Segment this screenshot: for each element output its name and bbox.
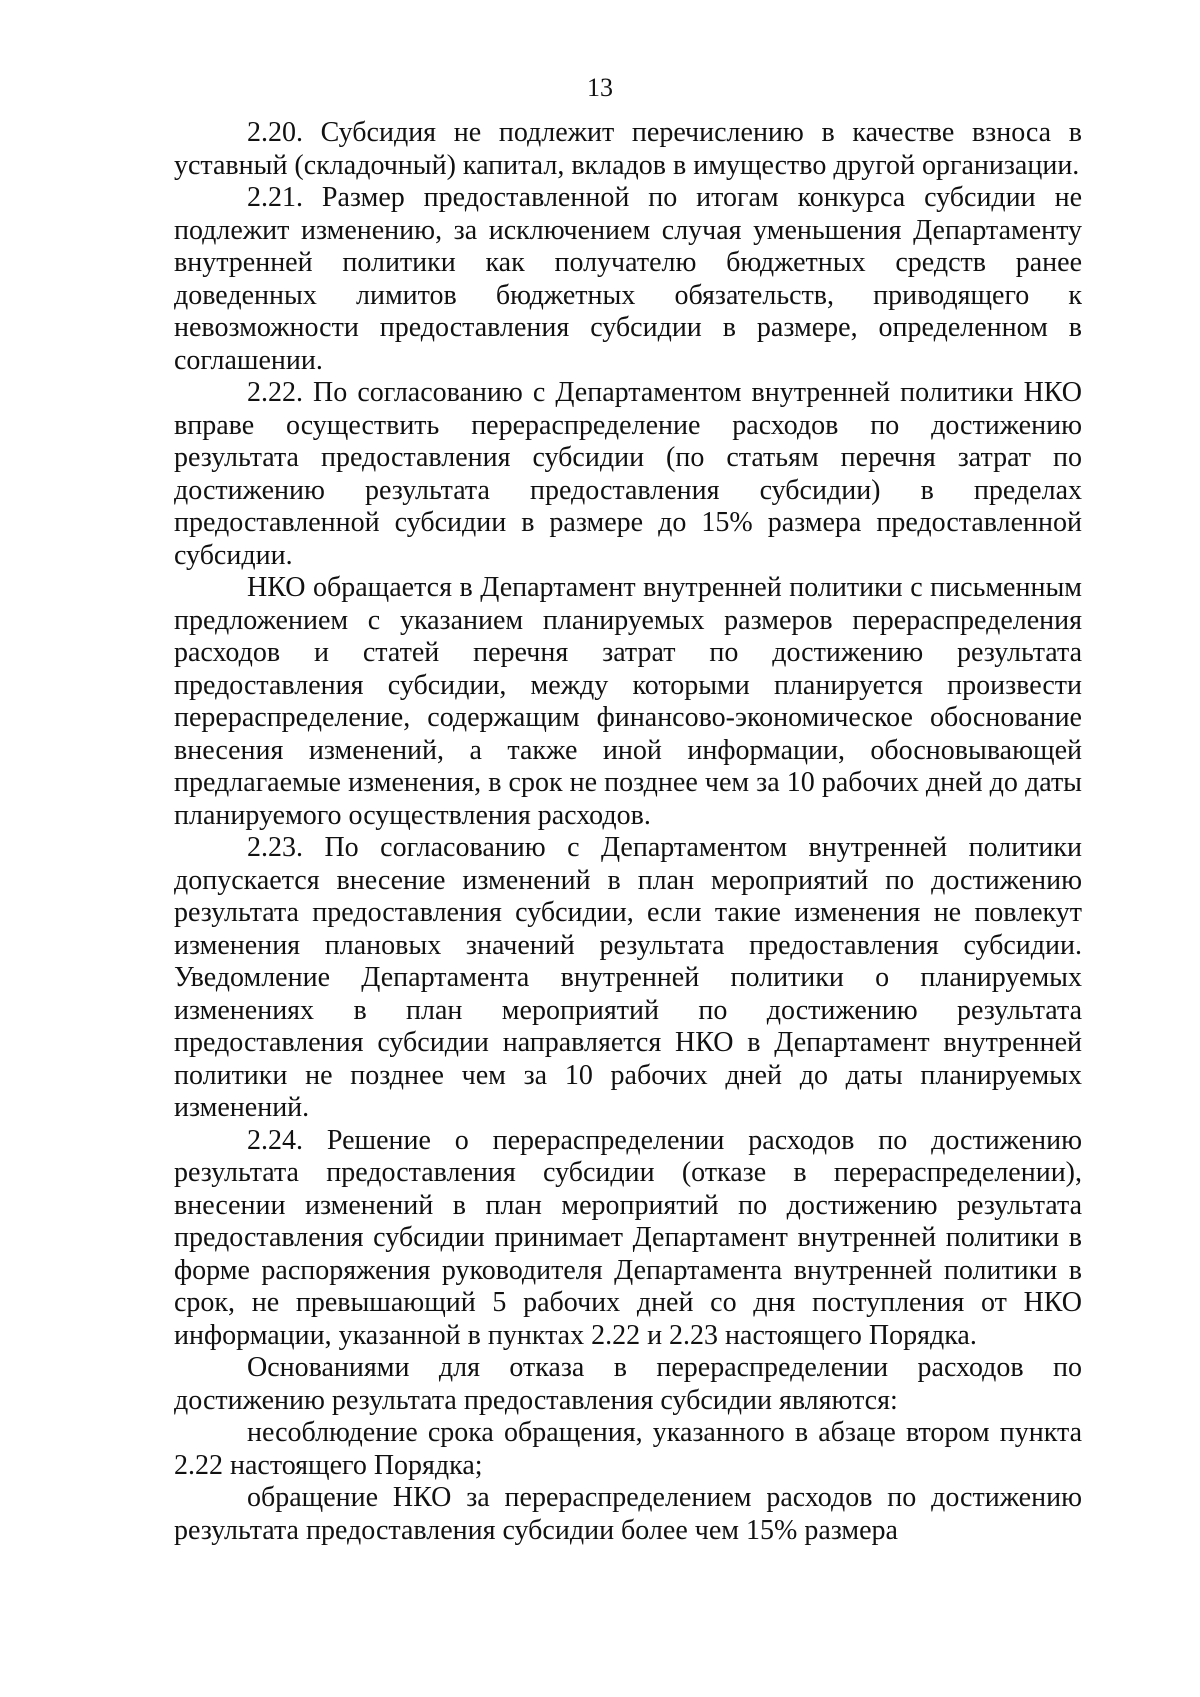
document-body <box>174 117 1082 1547</box>
page-number: 13 <box>587 73 613 102</box>
paragraph-refusal-grounds: Основаниями для отказа в перераспределении расходов по достижению результата предоставления субсидии являются: <box>174 1352 1082 1416</box>
paragraph-2-23: 2.23. По согласованию с Департаментом внутренней политики допускается внесение изменений в план мероприятий по достижению результата предоставления субсидии, если такие изменения не повлекут изменения плановых значений результата предоставления субсидии. Уведомление Департамента внутренней политики о планируемых изменениях в план мероприятий по достижению результата предоставления субсидии направляется НКО в Департамент внутренней политики не позднее чем за 10 рабочих дней до даты планируемых изменений. <box>174 832 1082 1123</box>
paragraph-2-24: 2.24. Решение о перераспределении расходов по достижению результата предоставления субсидии (отказе в перераспределении), внесении изменений в план мероприятий по достижению результата предоставления субсидии принимает Департамент внутренней политики в форме распоряжения руководителя Департамента внутренней политики в срок, не превышающий 5 рабочих дней со дня поступления от НКО информации, указанной в пунктах 2.22 и 2.23 настоящего Порядка. <box>174 1124 1082 1351</box>
paragraph-ground-deadline: несоблюдение срока обращения, указанного в абзаце втором пункта 2.22 настоящего Порядка; <box>174 1417 1082 1481</box>
paragraph-ground-excess: обращение НКО за перераспределением расходов по достижению результата предоставления субсидии более чем 15% размера <box>174 1482 1082 1546</box>
paragraph-2-22-request: НКО обращается в Департамент внутренней политики с письменным предложением с указанием планируемых размеров перераспределения расходов и статей перечня затрат по достижению результата предоставления субсидии, между которыми планируется произвести перераспределение, содержащим финансово-экономическое обоснование внесения изменений, а также иной информации, обосновывающей предлагаемые изменения, в срок не позднее чем за 10 рабочих дней до даты планируемого осуществления расходов. <box>174 572 1082 831</box>
paragraph-2-22: 2.22. По согласованию с Департаментом внутренней политики НКО вправе осуществить перераспределение расходов по достижению результата предоставления субсидии (по статьям перечня затрат по достижению результата предоставления субсидии) в пределах предоставленной субсидии в размере до 15% размера предоставленной субсидии. <box>174 377 1082 571</box>
paragraph-2-20: 2.20. Субсидия не подлежит перечислению в качестве взноса в уставный (складочный) капитал, вкладов в имущество другой организации. <box>174 117 1082 181</box>
paragraph-2-21: 2.21. Размер предоставленной по итогам конкурса субсидии не подлежит изменению, за исключением случая уменьшения Департаменту внутренней политики как получателю бюджетных средств ранее доведенных лимитов бюджетных обязательств, приводящего к невозможности предоставления субсидии в размере, определенном в соглашении. <box>174 182 1082 376</box>
